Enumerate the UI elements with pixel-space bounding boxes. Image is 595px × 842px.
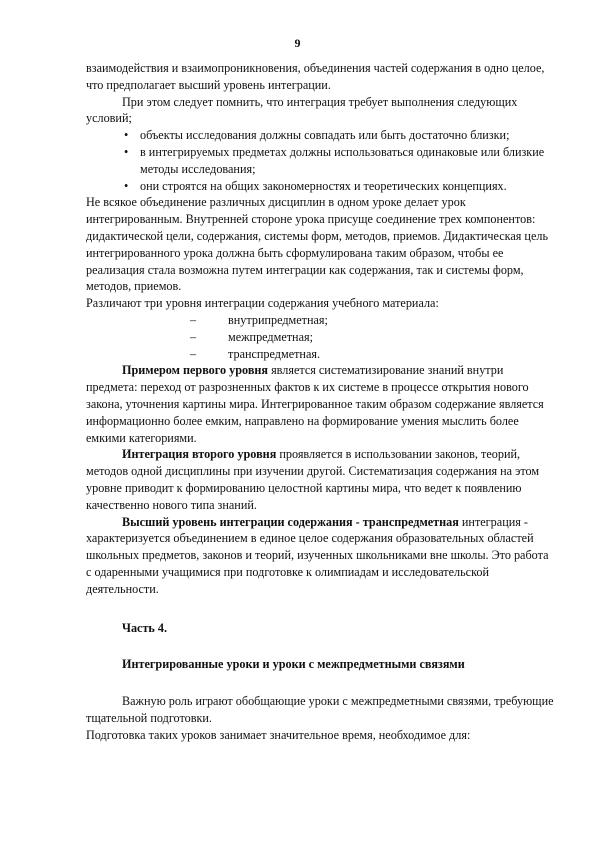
paragraph: Различают три уровня интеграции содержания учебного материала:	[86, 296, 439, 311]
list-item: • они строятся на общих закономерностях и теоретических концепциях.	[86, 178, 556, 195]
paragraph-text: проявляется в использовании законов, теорий, методов одной дисциплины при изучении другой. Систематизация содержания на этом уровне приводит к формированию целостной картины мира, что ведет к появлению качественно нового типа знаний.	[86, 447, 540, 512]
part-heading: Часть 4.	[122, 620, 168, 635]
list-item: – межпредметная;	[86, 329, 556, 346]
conditions-list	[86, 127, 556, 194]
paragraph: Важную роль играют обобщающие уроки с межпредметными связями, требующие тщательной подготовки.	[86, 694, 554, 725]
list-item: – транспредметная.	[86, 346, 556, 363]
bold-lead: Примером первого уровня	[122, 363, 269, 378]
list-item: • объекты исследования должны совпадать или быть достаточно близки;	[86, 127, 556, 144]
paragraph-text: является систематизирование знаний внутри предмета: переход от разрозненных фактов к их системе в процессе открытия нового закона, уточнения картины мира. Интегрированное таким образом содержание является информационно более емким, направлено на формирование умения мыслить более емкими категориями.	[86, 363, 544, 445]
list-item: – внутрипредметная;	[86, 312, 556, 329]
section-title: Интегрированные уроки и уроки с межпредметными связями	[122, 657, 465, 672]
paragraph-text: интеграция - характеризуется объединением в единое целое содержания образовательных областей школьных предметов, законов и теорий, изученных школьниками вне школы. Это работа с одаренными учащимися при подготовке к олимпиадам и исследовательской деятельности.	[86, 514, 549, 596]
page-number: 9	[294, 36, 301, 50]
page-content	[86, 60, 556, 743]
paragraph: Не всякое объединение различных дисциплин в одном уроке делает урок интегрированным. Внутренней стороне урока присуще соединение трех компонентов: дидактической цели, содержания, системы форм, методов, приемов. Дидактическая цель интегрированного урока должна быть сформулирована таким образом, чтобы ее реализация стала возможна путем интеграции как содержания, так и системы форм, методов, приемов.	[86, 195, 548, 294]
integration-levels-list	[86, 312, 556, 362]
paragraph: Подготовка таких уроков занимает значительное время, необходимое для:	[86, 727, 471, 742]
paragraph	[86, 362, 556, 446]
paragraph	[86, 446, 556, 513]
bold-lead: Высший уровень интеграции содержания - транспредметная	[122, 514, 459, 529]
bold-lead: Интеграция второго уровня	[122, 447, 277, 462]
paragraph: взаимодействия и взаимопроникновения, объединения частей содержания в одно целое, что предполагает высший уровень интеграции.	[86, 61, 545, 92]
list-item: • в интегрируемых предметах должны использоваться одинаковые или близкие методы исследования;	[86, 144, 556, 178]
paragraph	[86, 514, 556, 598]
paragraph: При этом следует помнить, что интеграция требует выполнения следующих условий;	[86, 94, 518, 126]
